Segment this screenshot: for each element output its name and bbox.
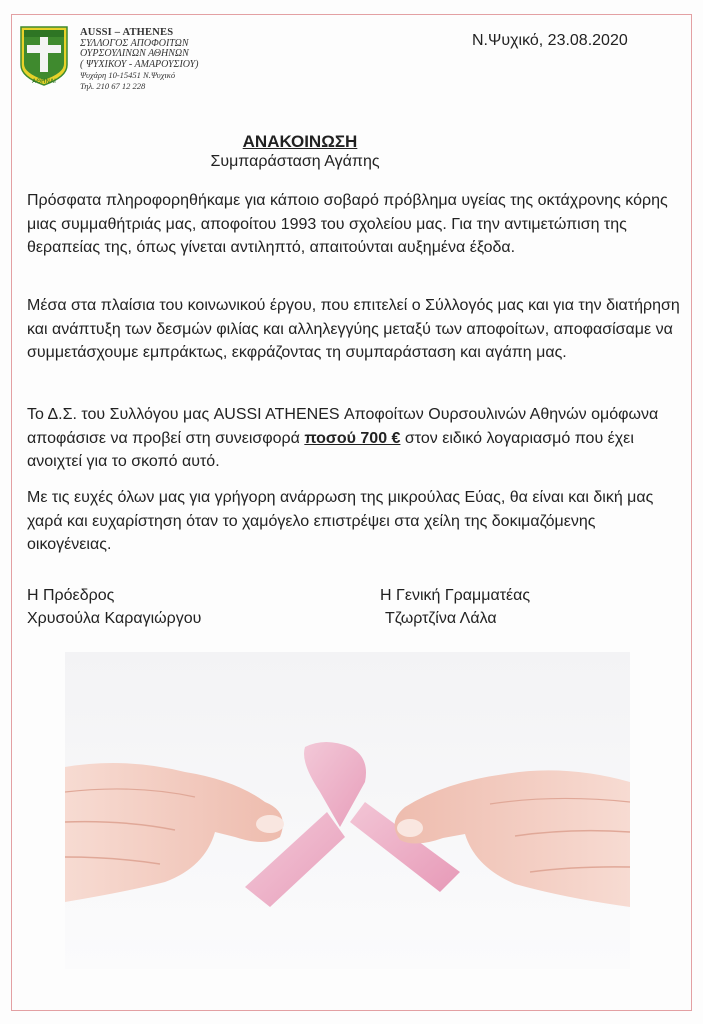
announcement-title: ΑΝΑΚΟΙΝΩΣΗ	[242, 132, 358, 151]
body-paragraph: Πρόσφατα πληροφορηθήκαμε για κάποιο σοβαρό πρόβλημα υγείας της οκτάχρονης κόρης μιας συμμαθήτριάς μας, αποφοίτου 1993 του σχολείου μας. Για την αντιμετώπιση της θεραπείας της, όπως γίνεται αντιληπτό, απαιτούνται αυξημένα έξοδα.	[27, 192, 668, 256]
body-paragraph: Με τις ευχές όλων μας για γρήγορη ανάρρωση της μικρούλας Εύας, θα είναι και δική μας χαρά και ευχαρίστηση όταν το χαμόγελο επιστρέψει στα χείλη της δοκιμαζόμενης οικογένειας.	[27, 489, 654, 553]
document-date: Ν.Ψυχικό, 23.08.2020	[472, 32, 628, 49]
org-name-line: ΣΥΛΛΟΓΟΣ ΑΠΟΦΟΙΤΩΝ	[80, 37, 189, 49]
announcement-subtitle: Συμπαράσταση Αγάπης	[210, 153, 380, 170]
org-name-line: ΟΥΡΣΟΥΛΙΝΩΝ ΑΘΗΝΩΝ	[80, 48, 189, 59]
school-crest-logo	[19, 25, 69, 87]
org-phone-line: Τηλ. 210 67 12 228	[80, 80, 146, 91]
body-paragraph	[27, 403, 682, 474]
org-name-line: ( ΨΥΧΙΚΟΥ - ΑΜΑΡΟΥΣΙΟΥ)	[80, 58, 199, 70]
org-name-line: AUSSI – ATHENES	[80, 27, 174, 38]
signatory-role: Η Πρόεδρος	[27, 587, 115, 604]
logo-caption: ΑΘΗΝΑΙ	[32, 78, 56, 85]
paragraph-text: Το Δ.Σ. του Συλλόγου μας AUSSI ATHENES Αποφοίτων Ουρσουλινών Αθηνών ομόφωνα αποφάσισε να προβεί στη συνεισφορά	[27, 406, 659, 447]
signatory-role: Η Γενική Γραμματέας	[380, 587, 531, 604]
signatory-name: Χρυσούλα Καραγιώργου	[27, 610, 202, 627]
signatory-name: Τζωρτζίνα Λάλα	[385, 610, 497, 627]
body-paragraph: Μέσα στα πλαίσια του κοινωνικού έργου, που επιτελεί ο Σύλλογός μας και για την διατήρηση και ανάπτυξη των δεσμών φιλίας και αλληλεγγύης μεταξύ των αποφοίτων, αποφασίσαμε να συμμετάσχουμε εμπράκτως, εκφράζοντας τη συμπαράσταση και αγάπη μας.	[27, 297, 680, 361]
donation-amount: ποσού 700 €	[304, 429, 401, 447]
paragraph-text: στον ειδικό λογαριασμό που έχει ανοιχτεί για το σκοπό αυτό.	[27, 429, 634, 470]
secretary-signature-block	[380, 584, 530, 630]
org-address-line: Ψυχάρη 10-15451 Ν.Ψυχικό	[80, 70, 176, 80]
president-signature-block	[27, 584, 201, 630]
pink-ribbon-hands-photo	[65, 652, 630, 969]
organization-address-block	[80, 28, 250, 91]
